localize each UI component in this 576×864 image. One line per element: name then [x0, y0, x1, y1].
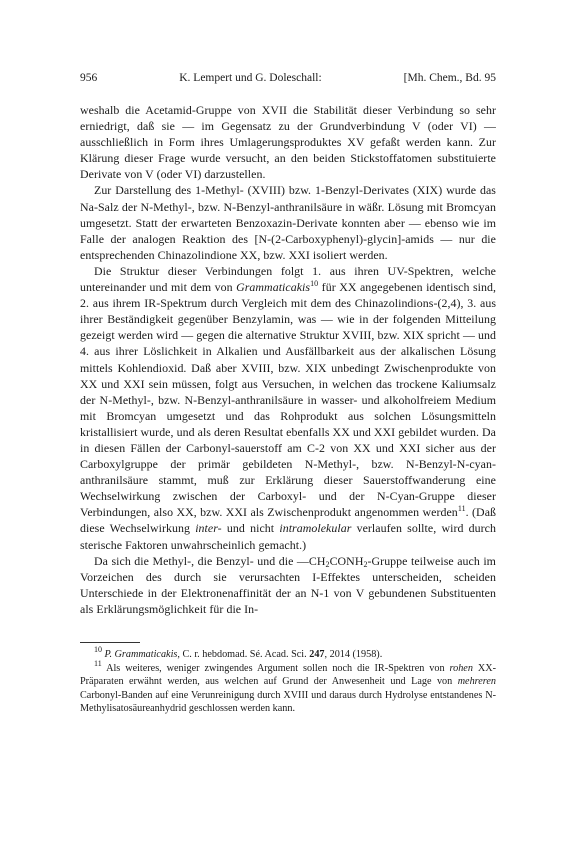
p3-text-d: und nicht: [221, 521, 280, 536]
footnote-ref-10: 10: [310, 279, 319, 289]
footnote-10: [80, 645, 496, 662]
body-text: [80, 102, 496, 617]
footnote-11: [80, 658, 496, 716]
paragraph-2: Zur Darstellung des 1-Methyl- (XVIII) bzw. 1-Benzyl-Derivates (XIX) wurde das Na-Salz der N-Methyl-, bzw. N-Benzyl-anthranilsäure in wäßr. Lösung mit Bromcyan umgesetzt. Statt der erwarteten Benzoxazin-Derivate konnten aber — ebenso wie im Falle der analogen Reaktion des [N-(2-Carboxyphenyl)-glycin]-amids — nur die entsprechenden Chinazolindione XX, bzw. XXI isoliert werden.: [80, 183, 496, 262]
p4-text-a: Da sich die Methyl-, die Benzyl- und die —CH: [94, 553, 326, 568]
footnote-11-mehreren: mehreren: [457, 676, 496, 688]
p3-text-c: . (Daß diese Wechselwirkung: [80, 505, 497, 536]
p3-text-b: für XX angegebenen identisch sind, 2. aus ihrem IR-Spektrum durch Vergleich mit dem des Chinazolindions-(2,4), 3. aus ihrer Beständigkeit gegenüber Benzylamin, was — wie in der folgenden Mitteilung gezeigt werden wird — gegen die alternative Struktur XVIII, bzw. XIX spricht — und 4. aus ihrer Löslichkeit in Alkalien und Ausfällbarkeit aus der alkalischen Lösung mittels Kohlendioxid. Daß aber XVIII, bzw. XIX unbedingt Zwischenprodukte von XX und XXI sein müssen, folgt aus Versuchen, in welchen das trockene Kaliumsalz der N-Methyl-, bzw. N-Benzyl-anthranilsäure in wasser- und alkoholfreiem Medium mit Bromcyan umgesetzt und das Rohprodukt aus solchen Lösungsmitteln kristallisiert wurde, und als deren Resultat ebenfalls XX und XXI gebildet wurden. Da in diesen Fällen der Carbonyl-sauerstoff am C-2 von XX und XXI sicher aus der Carboxylgruppe der primär gebildeten N-Methyl-, bzw. N-Benzyl-N-cyan-anthranilsäure stammt, muß zur Erklärung dieser Sauerstoffwanderung eine Wechselwirkung zwischen der Carboxyl- und der N-Cyan-Gruppe dieser Verbindungen, also XX, bzw. XXI als Zwischenprodukt angenommen werden: [80, 280, 496, 520]
p3-text-a: Die Struktur dieser Verbindungen folgt 1. aus ihren UV-Spektren, welche untereinander und mit dem von: [80, 263, 496, 295]
paragraph-1: weshalb die Acetamid-Gruppe von XVII die Stabilität dieser Verbindung so sehr erniedrigt, daß sie — im Gegensatz zu der Grundverbindung V (oder VI) — ausschließlich in Form ihres Umlagerungsproduktes XV gefaßt werden kann. Zur Klärung dieser Frage wurde versucht, an den beiden Stickstoffatomen substituierte Derivate von V (oder VI) darzustellen.: [80, 103, 496, 182]
emphasis-intramolekular: intramolekular: [279, 521, 352, 536]
footnote-11-text-a: Als weiteres, weniger zwingendes Argument sollen noch die IR-Spektren von: [101, 662, 450, 674]
footnote-11-text-b: XX-Präparaten erwähnt werden, aus welchen auf Grund der Anwesenheit und Lage von: [80, 662, 496, 688]
paragraph-3: [80, 263, 496, 553]
paragraph-4: [80, 553, 496, 617]
running-header: [80, 70, 496, 86]
p4-text-c: -Gruppe teilweise auch im Vorzeichen des durch sie verursachten I-Effektes unterscheiden, scheiden Unterschiede in der Elektronenaffinität der an N-1 von V gebundenen Substituenten als Erklärungsmöglichkeit für die In-: [80, 553, 496, 616]
author-grammaticakis: Grammaticakis: [236, 280, 311, 295]
p4-text-b: CONH: [329, 553, 364, 568]
footnote-10-text-b: , 2014 (1958).: [324, 649, 383, 660]
p4-subscript-2b: 2: [363, 559, 368, 569]
footnote-11-number: 11: [94, 658, 102, 668]
header-journal: [Mh. Chem., Bd. 95: [403, 72, 496, 84]
footnote-10-number: 10: [94, 645, 102, 654]
header-authors: K. Lempert und G. Doleschall:: [179, 72, 322, 84]
footnote-ref-11: 11: [457, 504, 466, 514]
page-number: 956: [80, 72, 98, 84]
p3-text-e: verlaufen sollte, wird durch sterische Faktoren unwahrscheinlich gemacht.): [80, 521, 496, 552]
footnote-divider: [80, 642, 140, 643]
footnote-11-rohen: rohen: [449, 662, 473, 674]
page: [80, 70, 496, 716]
footnote-10-text-a: , C. r. hebdomad. Sé. Acad. Sci.: [177, 649, 310, 660]
footnote-11-text-c: Carbonyl-Banden auf eine Verunreinigung durch XVIII und daraus durch Hydrolyse entstandenes N-Methylisatosäureanhydrid geschlossen werden kann.: [80, 689, 496, 715]
footnote-10-author: P. Grammaticakis: [104, 649, 178, 660]
footnotes: [80, 645, 496, 716]
emphasis-inter: inter-: [195, 521, 222, 536]
p4-subscript-2a: 2: [325, 559, 330, 569]
footnote-10-volume: 247: [309, 649, 325, 660]
